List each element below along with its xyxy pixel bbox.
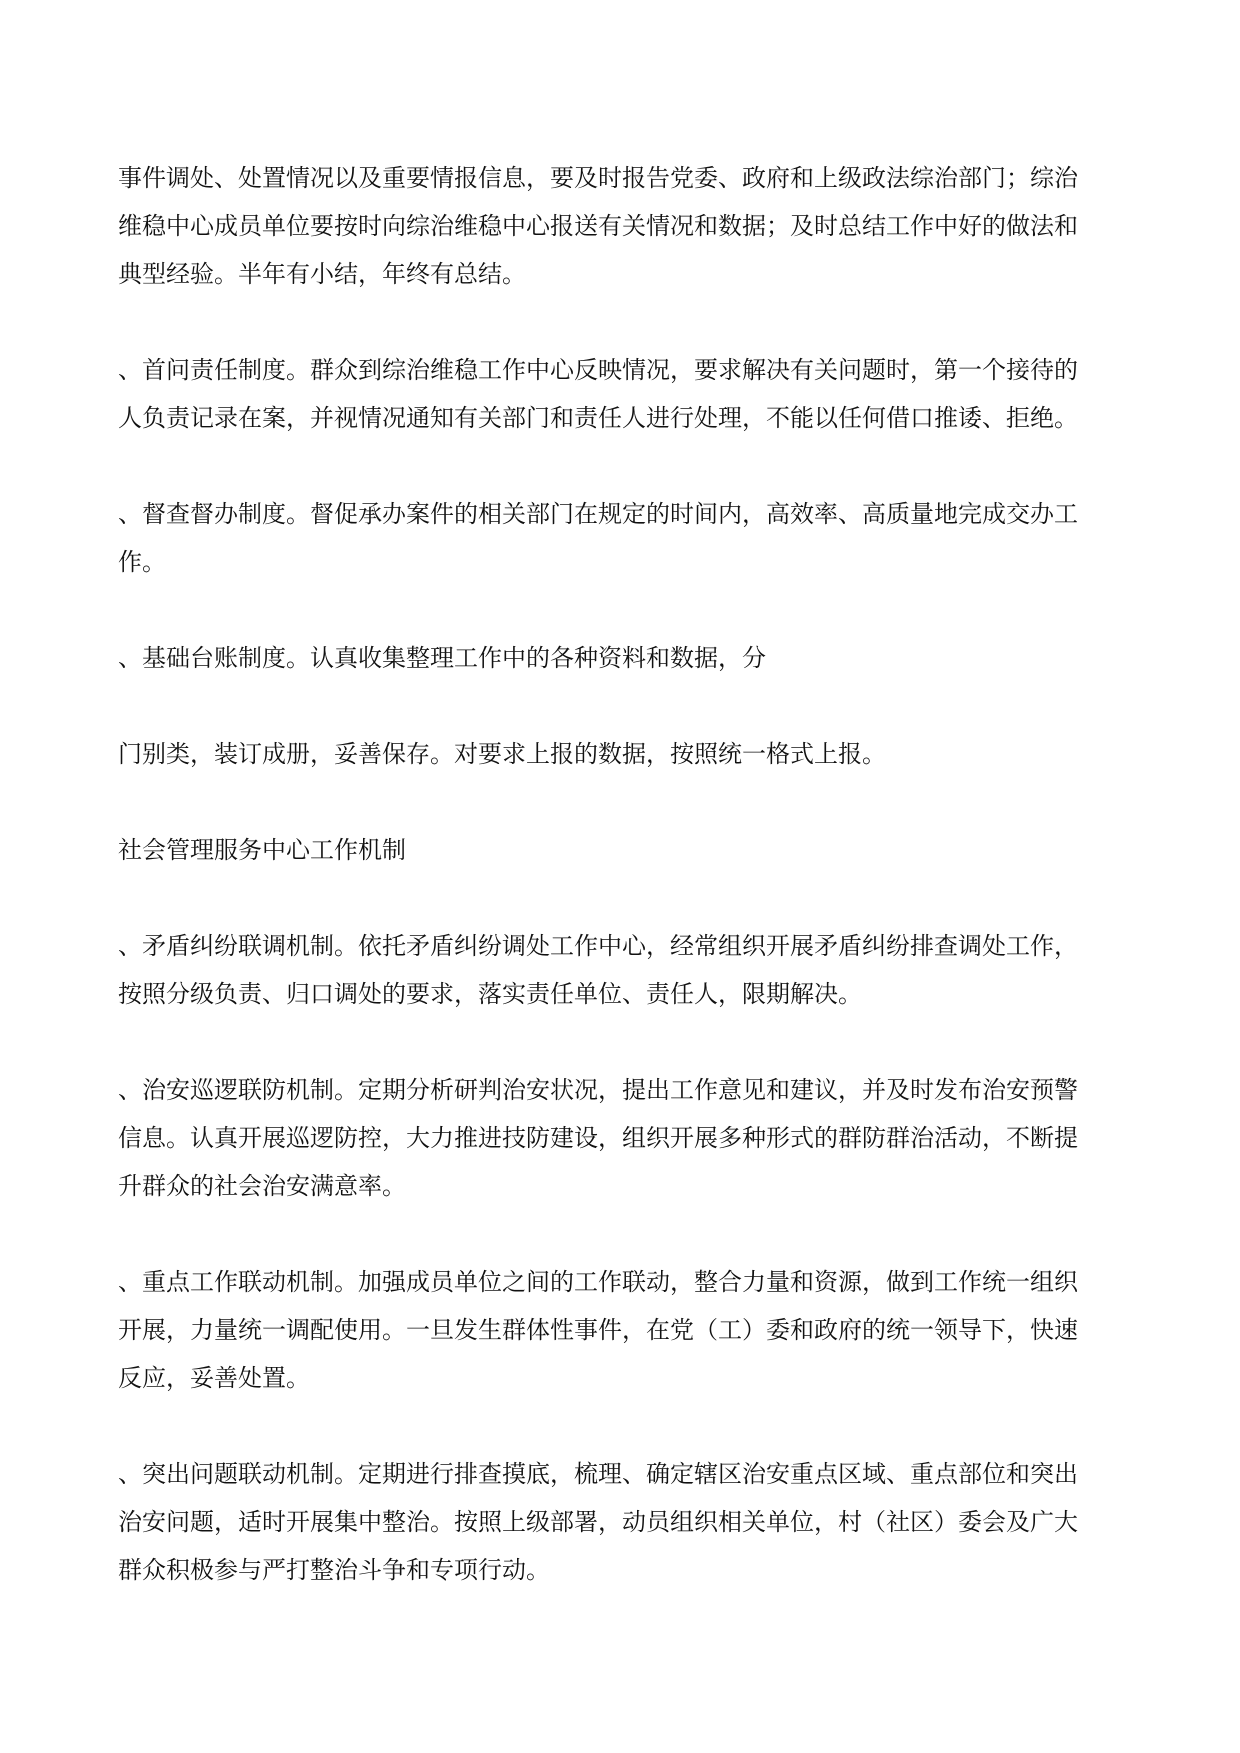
paragraph-report-summary [118,154,1128,298]
text-line: 、基础台账制度。认真收集整理工作中的各种资料和数据，分 [118,644,766,672]
text-line: 事件调处、处置情况以及重要情报信息，要及时报告党委、政府和上级政法综治部门；综治 [118,164,1078,192]
text-line: 作。 [118,548,166,576]
text-line: 、首问责任制度。群众到综治维稳工作中心反映情况，要求解决有关问题时，第一个接待的 [118,356,1078,384]
text-line: 、突出问题联动机制。定期进行排查摸底，梳理、确定辖区治安重点区域、重点部位和突出 [118,1460,1078,1488]
text-line: 治安问题，适时开展集中整治。按照上级部署，动员组织相关单位，村（社区）委会及广大 [118,1508,1078,1536]
text-line: 典型经验。半年有小结，年终有总结。 [118,260,526,288]
paragraph-dispute-mediation [118,922,1128,1018]
section-heading [118,826,1128,874]
paragraph-ledger [118,634,1128,682]
paragraph-ledger-continued [118,730,1128,778]
text-line: 升群众的社会治安满意率。 [118,1172,406,1200]
paragraph-first-inquiry-responsibility [118,346,1128,442]
paragraph-patrol-defense [118,1066,1128,1210]
text-line: 反应，妥善处置。 [118,1364,310,1392]
text-line: 按照分级负责、归口调处的要求，落实责任单位、责任人，限期解决。 [118,980,862,1008]
text-line: 、重点工作联动机制。加强成员单位之间的工作联动，整合力量和资源，做到工作统一组织 [118,1268,1078,1296]
text-line: 人负责记录在案，并视情况通知有关部门和责任人进行处理，不能以任何借口推诿、拒绝。 [118,404,1078,432]
paragraph-key-work-linkage [118,1258,1128,1402]
text-line: 维稳中心成员单位要按时向综治维稳中心报送有关情况和数据；及时总结工作中好的做法和 [118,212,1078,240]
text-line: 、督查督办制度。督促承办案件的相关部门在规定的时间内，高效率、高质量地完成交办工 [118,500,1078,528]
text-line: 、治安巡逻联防机制。定期分析研判治安状况，提出工作意见和建议，并及时发布治安预警 [118,1076,1078,1104]
document-body [118,154,1128,1594]
heading-text: 社会管理服务中心工作机制 [118,836,406,864]
text-line: 门别类，装订成册，妥善保存。对要求上报的数据，按照统一格式上报。 [118,740,886,768]
paragraph-prominent-issues [118,1450,1128,1594]
text-line: 群众积极参与严打整治斗争和专项行动。 [118,1556,550,1584]
text-line: 开展，力量统一调配使用。一旦发生群体性事件，在党（工）委和政府的统一领导下，快速 [118,1316,1078,1344]
text-line: 、矛盾纠纷联调机制。依托矛盾纠纷调处工作中心，经常组织开展矛盾纠纷排查调处工作， [118,932,1078,960]
text-line: 信息。认真开展巡逻防控，大力推进技防建设，组织开展多种形式的群防群治活动，不断提 [118,1124,1078,1152]
paragraph-supervision [118,490,1128,586]
